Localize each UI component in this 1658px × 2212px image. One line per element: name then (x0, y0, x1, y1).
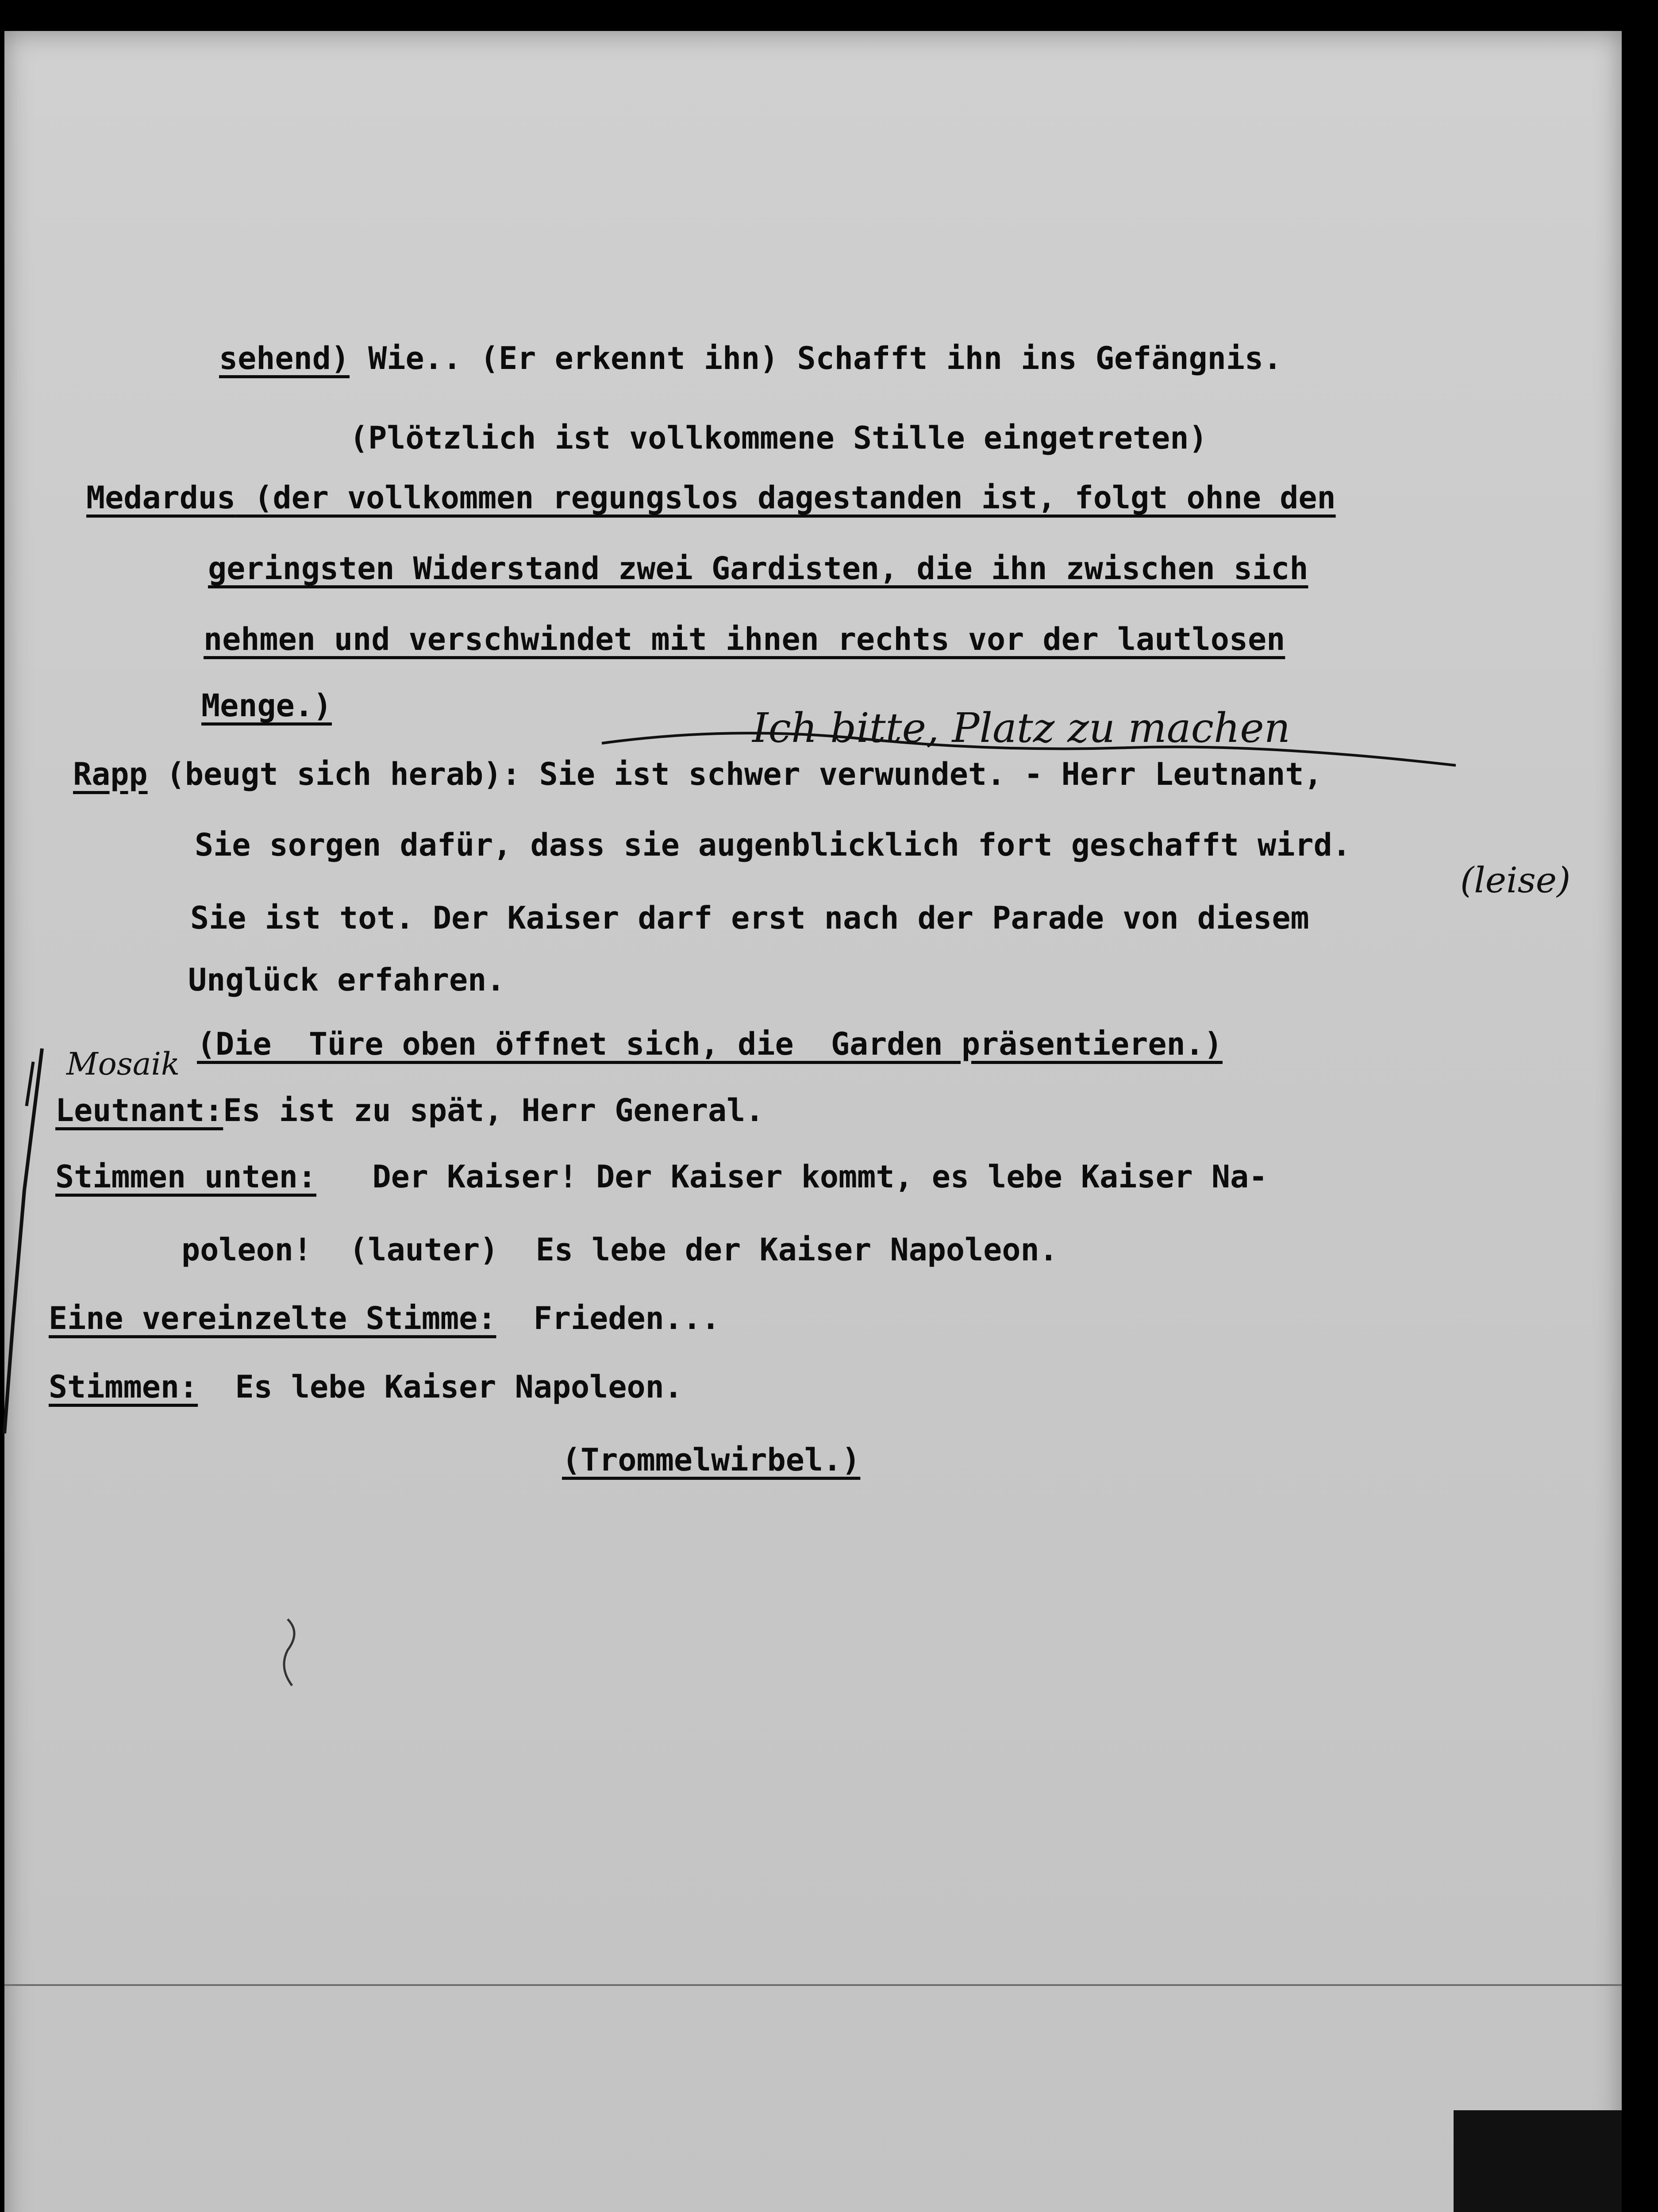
line-5: nehmen und verschwindet mit ihnen rechts vor der lautlosen (204, 621, 1285, 657)
text: (beugt sich herab): Sie ist schwer verwundet. - Herr Leutnant, (147, 756, 1323, 792)
line-9: Sie ist tot. Der Kaiser darf erst nach der Parade von diesem (190, 900, 1309, 936)
line-3 (86, 480, 1336, 516)
speaker: Leutnant: (55, 1092, 223, 1129)
handwritten-stroke (597, 717, 1465, 779)
speaker: sehend) (219, 340, 350, 376)
line-8: Sie sorgen dafür, dass sie augenblicklich fort geschafft wird. (195, 827, 1351, 863)
speaker: Eine vereinzelte Stimme: (49, 1300, 496, 1336)
line-10: Unglück erfahren. (188, 962, 505, 998)
line-15 (49, 1300, 720, 1336)
stage-direction: (Plötzlich ist vollkommene Stille eingetreten) (350, 420, 1208, 456)
handwritten-insert: Ich bitte, Platz zu machen (752, 704, 1290, 752)
line-14: poleon! (lauter) Es lebe der Kaiser Napoleon. (181, 1232, 1058, 1268)
speaker: Stimmen: (49, 1369, 198, 1405)
text: Wie.. (Er erkennt ihn) Schafft ihn ins Gefängnis. (350, 340, 1282, 376)
line-4: geringsten Widerstand zwei Gardisten, die ihn zwischen sich (208, 550, 1308, 587)
speaker: Medardus (86, 480, 236, 516)
stage-direction-3: (Trommelwirbel.) (562, 1442, 861, 1478)
text: Frieden... (496, 1300, 720, 1336)
text: Es ist zu spät, Herr General. (223, 1092, 764, 1129)
text: Es lebe Kaiser Napoleon. (198, 1369, 683, 1405)
text: (der vollkommen regungslos dagestanden ist, folgt ohne den (235, 480, 1336, 516)
page-fold (4, 1984, 1622, 1986)
scan-shadow (1454, 2110, 1622, 2212)
stage-direction-2: (Die Türe oben öffnet sich, die Garden präsentieren.) (197, 1026, 1223, 1062)
speaker: Stimmen unten: (55, 1159, 317, 1195)
line-1 (219, 340, 1282, 376)
handwritten-margin-left: Mosaik (66, 1046, 180, 1082)
pencil-mark (270, 1615, 305, 1694)
line-12 (55, 1092, 764, 1129)
speaker: Rapp (73, 756, 148, 792)
text: Der Kaiser! Der Kaiser kommt, es lebe Kaiser Na- (316, 1159, 1268, 1195)
line-13 (55, 1159, 1268, 1195)
handwritten-margin-right: (leise) (1460, 860, 1571, 901)
line-6: Menge.) (201, 687, 332, 724)
margin-line (0, 1044, 80, 1442)
line-16 (49, 1369, 683, 1405)
